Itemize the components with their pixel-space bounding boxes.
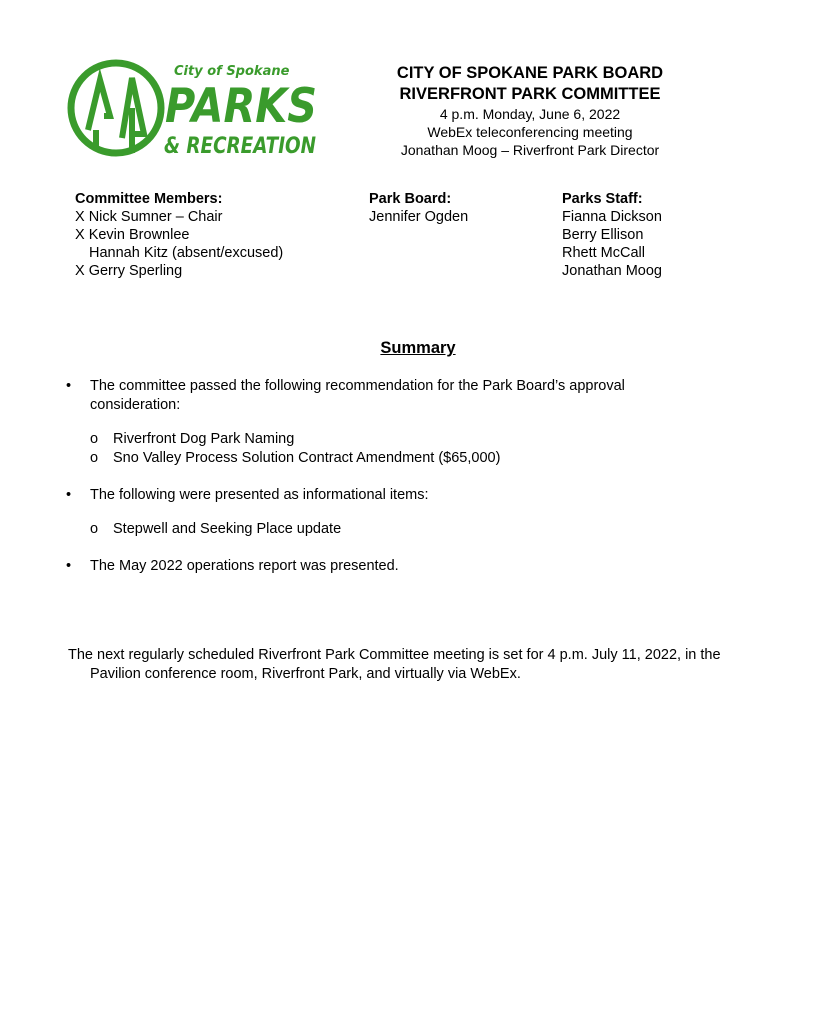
logo-city-text: City of Spokane: [174, 64, 290, 79]
park-board-column: [369, 190, 468, 226]
parks-recreation-logo: [66, 58, 320, 162]
meeting-time: 4 p.m. Monday, June 6, 2022: [439, 106, 621, 122]
sub-bullet-icon: o: [90, 450, 99, 466]
committee-member: X Gerry Sperling: [75, 263, 183, 279]
park-board-heading: Park Board:: [369, 191, 452, 207]
sub-bullet-icon: o: [90, 431, 99, 447]
sub-bullet-text: Sno Valley Process Solution Contract Amendment ($65,000): [113, 450, 501, 466]
bullet-icon: •: [66, 378, 72, 394]
committee-member: Hannah Kitz (absent/excused): [89, 245, 284, 261]
bullet-text: The committee passed the following recommendation for the Park Board’s approval consideration:: [90, 378, 625, 413]
summary-heading: Summary: [380, 339, 456, 357]
committee-heading: Committee Members:: [75, 191, 223, 207]
staff-member: Rhett McCall: [562, 245, 645, 261]
document-header: [350, 63, 710, 159]
board-title: CITY OF SPOKANE PARK BOARD: [396, 64, 664, 82]
parks-staff-column: [562, 190, 662, 280]
logo-recreation-text: & RECREATION: [164, 134, 316, 159]
meeting-format: WebEx teleconferencing meeting: [427, 124, 633, 140]
sub-bullet-icon: o: [90, 521, 99, 537]
committee-member: X Kevin Brownlee: [75, 227, 190, 243]
sub-bullet-text: Riverfront Dog Park Naming: [113, 431, 295, 447]
logo-parks-text: PARKS: [165, 79, 317, 134]
next-meeting-note: The next regularly scheduled Riverfront Park Committee meeting is set for 4 p.m. July 11, 2022, in the Pavilion conference room, Riverfront Park, and virtually via WebEx.: [68, 647, 721, 682]
committee-member: X Nick Sumner – Chair: [75, 209, 223, 225]
director-line: Jonathan Moog – Riverfront Park Director: [400, 142, 660, 158]
sub-bullet-text: Stepwell and Seeking Place update: [113, 521, 342, 537]
bullet-icon: •: [66, 487, 72, 503]
committee-members-column: [75, 190, 283, 280]
bullet-text: The following were presented as informational items:: [90, 487, 429, 503]
bullet-text: The May 2022 operations report was presented.: [90, 558, 399, 574]
staff-member: Jonathan Moog: [562, 263, 662, 279]
bullet-icon: •: [66, 558, 72, 574]
committee-title: RIVERFRONT PARK COMMITTEE: [399, 85, 661, 103]
tree-emblem-icon: [71, 63, 161, 153]
park-board-member: Jennifer Ogden: [369, 209, 469, 225]
parks-staff-heading: Parks Staff:: [562, 191, 643, 207]
staff-member: Berry Ellison: [562, 227, 644, 243]
staff-member: Fianna Dickson: [562, 209, 662, 225]
